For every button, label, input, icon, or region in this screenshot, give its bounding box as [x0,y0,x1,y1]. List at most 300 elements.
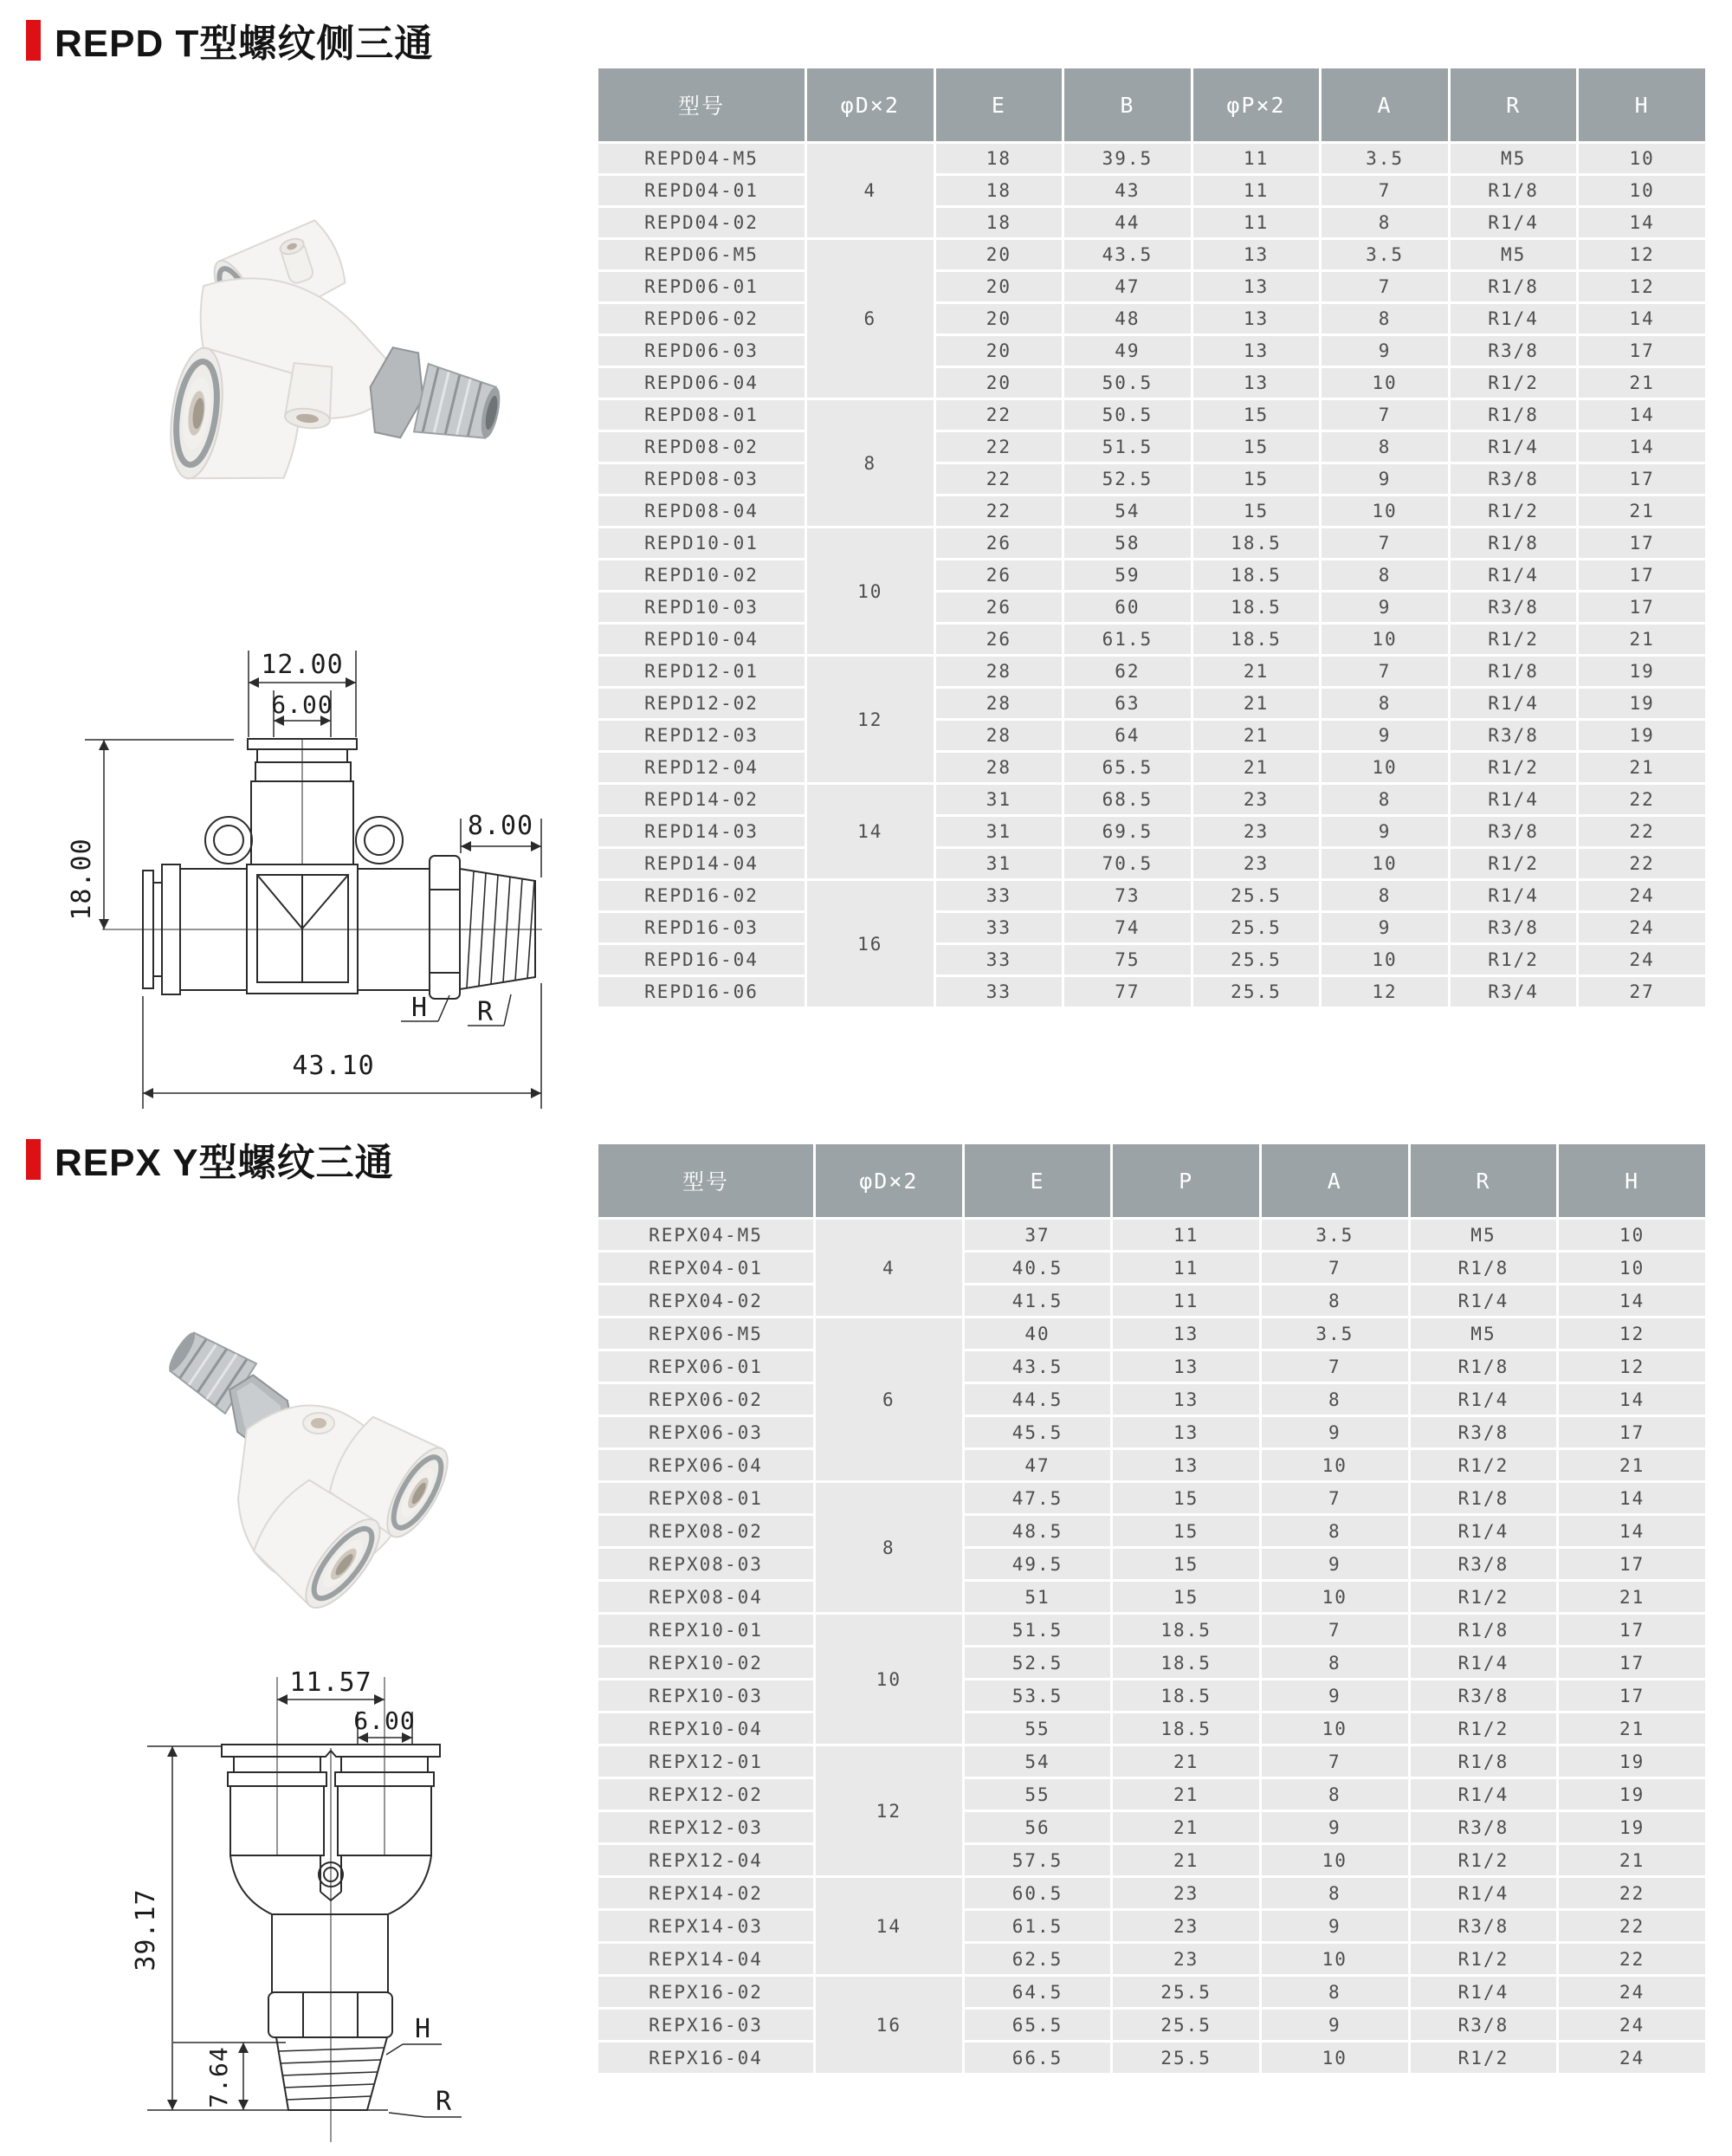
data-cell: 9 [1322,464,1448,494]
table-row [598,2010,1705,2040]
table-row [598,913,1705,942]
data-cell: 50.5 [1064,400,1191,430]
data-cell: R1/4 [1411,1977,1557,2007]
table-row [598,240,1705,269]
data-cell: 47 [965,1450,1111,1480]
data-cell: 28 [936,753,1063,782]
data-cell: R1/2 [1411,2043,1557,2073]
data-cell: 9 [1322,721,1448,750]
data-cell: R1/8 [1451,400,1577,430]
data-cell: 24 [1579,945,1705,974]
model-cell: REPX10-03 [598,1680,813,1711]
data-cell: 24 [1579,881,1705,910]
table-row [598,1911,1705,1941]
data-cell: 18.5 [1113,1648,1259,1678]
table-row [598,977,1705,1007]
data-cell: 15 [1113,1483,1259,1513]
model-cell: REPD08-04 [598,496,805,526]
data-cell: R1/8 [1451,176,1577,205]
model-cell: REPX14-02 [598,1878,813,1908]
data-cell: 13 [1113,1417,1259,1447]
data-cell: 21 [1193,721,1320,750]
data-cell: 25.5 [1113,2043,1259,2073]
data-cell: 18.5 [1113,1680,1259,1711]
data-cell: 43.5 [965,1351,1111,1382]
data-cell: R1/4 [1411,1878,1557,1908]
model-cell: REPX06-02 [598,1384,813,1415]
data-cell: 10 [1322,945,1448,974]
data-cell: 75 [1064,945,1191,974]
data-cell: R1/2 [1411,1845,1557,1875]
column-header: E [965,1144,1111,1217]
data-cell: 11 [1193,144,1320,173]
model-cell: REPD08-01 [598,400,805,430]
data-cell: R1/2 [1451,368,1577,398]
data-cell: 24 [1559,1977,1705,2007]
data-cell: 13 [1193,272,1320,301]
data-cell: 23 [1113,1911,1259,1941]
tube-size-cell: 8 [807,400,934,526]
header-row [598,1144,1705,1217]
model-cell: REPD06-01 [598,272,805,301]
data-cell: 22 [936,496,1063,526]
data-cell: R1/2 [1411,1450,1557,1480]
data-cell: 17 [1579,560,1705,590]
table-row [598,272,1705,301]
data-cell: 64 [1064,721,1191,750]
data-cell: 12 [1579,240,1705,269]
data-cell: R1/4 [1411,1516,1557,1546]
data-cell: 10 [1262,1845,1408,1875]
model-cell: REPD16-06 [598,977,805,1007]
data-cell: 48 [1064,304,1191,333]
column-header: H [1579,68,1705,141]
model-cell: REPD04-01 [598,176,805,205]
model-cell: REPX06-M5 [598,1318,813,1349]
data-cell: 13 [1113,1318,1259,1349]
model-cell: REPX08-02 [598,1516,813,1546]
model-cell: REPD06-04 [598,368,805,398]
model-cell: REPD14-03 [598,817,805,846]
data-cell: 44 [1064,208,1191,237]
table-row [598,1878,1705,1908]
model-cell: REPD10-04 [598,625,805,654]
data-cell: 7 [1262,1746,1408,1777]
data-cell: 13 [1193,304,1320,333]
dim-bottom-left: 7.64 [204,2046,233,2108]
data-cell: 22 [1559,1911,1705,1941]
spec-table [596,66,1708,1009]
data-cell: 18.5 [1193,560,1320,590]
data-cell: 14 [1559,1384,1705,1415]
data-cell: 24 [1579,913,1705,942]
table-row [598,1582,1705,1612]
data-cell: 43 [1064,176,1191,205]
table-row [598,1253,1705,1283]
model-cell: REPX06-04 [598,1450,813,1480]
data-cell: 47.5 [965,1483,1111,1513]
data-cell: 7 [1262,1483,1408,1513]
data-cell: 10 [1559,1220,1705,1250]
data-cell: 10 [1579,144,1705,173]
data-cell: 33 [936,913,1063,942]
table-row [598,1746,1705,1777]
tube-size-cell: 8 [816,1483,962,1612]
data-cell: R1/4 [1451,208,1577,237]
data-cell: 33 [936,977,1063,1007]
column-header: A [1322,68,1448,141]
data-cell: 40 [965,1318,1111,1349]
data-cell: R1/2 [1451,849,1577,878]
table-row [598,1812,1705,1842]
model-cell: REPD14-02 [598,785,805,814]
data-cell: 10 [1262,1582,1408,1612]
data-cell: 70.5 [1064,849,1191,878]
data-cell: 26 [936,592,1063,622]
repx-product-photo [95,1278,511,1624]
section-title-text: REPD T型螺纹侧三通 [55,23,434,65]
data-cell: R1/4 [1451,785,1577,814]
data-cell: 13 [1113,1450,1259,1480]
data-cell: 7 [1322,528,1448,558]
data-cell: 50.5 [1064,368,1191,398]
table-row [598,1549,1705,1579]
data-cell: 23 [1193,817,1320,846]
data-cell: 3.5 [1322,144,1448,173]
model-cell: REPX16-03 [598,2010,813,2040]
data-cell: 10 [1579,176,1705,205]
thread-label: R [435,2087,452,2117]
table-row [598,144,1705,173]
dim-top: 11.57 [289,1670,372,1698]
table-row [598,1615,1705,1645]
data-cell: 19 [1579,689,1705,718]
data-cell: 15 [1193,400,1320,430]
table-row [598,945,1705,974]
tube-size-cell: 14 [807,785,934,878]
data-cell: R3/8 [1451,464,1577,494]
model-cell: REPD12-01 [598,657,805,686]
data-cell: R1/8 [1451,657,1577,686]
data-cell: 21 [1559,1582,1705,1612]
data-cell: 64.5 [965,1977,1111,2007]
table-row [598,1220,1705,1250]
tube-size-cell: 12 [807,657,934,782]
data-cell: 28 [936,721,1063,750]
data-cell: 41.5 [965,1285,1111,1316]
model-cell: REPD08-02 [598,432,805,462]
data-cell: R1/8 [1411,1253,1557,1283]
table-row [598,2043,1705,2073]
column-header: R [1451,68,1577,141]
table-row [598,400,1705,430]
model-cell: REPX04-02 [598,1285,813,1316]
table-row [598,753,1705,782]
data-cell: R1/8 [1411,1351,1557,1382]
table-row [598,1845,1705,1875]
model-cell: REPX06-03 [598,1417,813,1447]
data-cell: 51 [965,1582,1111,1612]
data-cell: 22 [1559,1878,1705,1908]
data-cell: 53.5 [965,1680,1111,1711]
data-cell: 10 [1322,496,1448,526]
data-cell: 20 [936,240,1063,269]
data-cell: 14 [1579,304,1705,333]
data-cell: 25.5 [1193,945,1320,974]
model-cell: REPX14-03 [598,1911,813,1941]
model-cell: REPD14-04 [598,849,805,878]
column-header: E [936,68,1063,141]
tube-size-cell: 10 [816,1615,962,1744]
model-cell: REPD06-02 [598,304,805,333]
column-header: H [1559,1144,1705,1217]
data-cell: 22 [936,400,1063,430]
data-cell: 9 [1322,336,1448,366]
data-cell: 22 [1579,785,1705,814]
table-row [598,1944,1705,1974]
data-cell: R1/4 [1451,560,1577,590]
data-cell: 51.5 [1064,432,1191,462]
model-cell: REPD10-02 [598,560,805,590]
data-cell: 14 [1579,400,1705,430]
table-row [598,528,1705,558]
data-cell: 13 [1113,1384,1259,1415]
model-cell: REPD12-04 [598,753,805,782]
column-header: P [1113,1144,1259,1217]
data-cell: 21 [1113,1845,1259,1875]
tube-size-cell: 4 [807,144,934,237]
data-cell: 10 [1322,368,1448,398]
data-cell: 21 [1579,368,1705,398]
data-cell: 33 [936,945,1063,974]
data-cell: 21 [1559,1450,1705,1480]
data-cell: 20 [936,304,1063,333]
data-cell: R3/8 [1411,2010,1557,2040]
data-cell: 45.5 [965,1417,1111,1447]
hex-label: H [414,2014,431,2044]
table-row [598,1318,1705,1349]
data-cell: 69.5 [1064,817,1191,846]
data-cell: 60 [1064,592,1191,622]
data-cell: 10 [1262,1450,1408,1480]
model-cell: REPD06-M5 [598,240,805,269]
data-cell: M5 [1451,240,1577,269]
data-cell: R3/8 [1451,336,1577,366]
tube-size-cell: 6 [807,240,934,398]
data-cell: 61.5 [965,1911,1111,1941]
column-header: 型号 [598,68,805,141]
data-cell: 43.5 [1064,240,1191,269]
data-cell: 61.5 [1064,625,1191,654]
data-cell: R1/4 [1411,1779,1557,1810]
repx-spec-table [596,1142,1708,2075]
data-cell: 21 [1193,753,1320,782]
data-cell: R3/4 [1451,977,1577,1007]
data-cell: R1/4 [1451,304,1577,333]
data-cell: 18.5 [1113,1713,1259,1744]
data-cell: 31 [936,849,1063,878]
dim-left: 18.00 [67,838,97,921]
data-cell: R1/8 [1411,1483,1557,1513]
model-cell: REPD16-03 [598,913,805,942]
data-cell: 11 [1193,176,1320,205]
table-row [598,1680,1705,1711]
data-cell: 19 [1559,1812,1705,1842]
data-cell: 52.5 [965,1648,1111,1678]
data-cell: 26 [936,625,1063,654]
data-cell: 25.5 [1113,1977,1259,2007]
repd-product-photo [91,186,524,524]
table-row [598,1713,1705,1744]
data-cell: 14 [1579,432,1705,462]
table-row [598,625,1705,654]
data-cell: R1/2 [1411,1713,1557,1744]
data-cell: R3/8 [1411,1680,1557,1711]
data-cell: 21 [1113,1812,1259,1842]
model-cell: REPD04-M5 [598,144,805,173]
data-cell: 18.5 [1193,592,1320,622]
data-cell: 65.5 [965,2010,1111,2040]
data-cell: 9 [1262,1812,1408,1842]
dim-top-inner: 6.00 [353,1706,416,1735]
data-cell: 65.5 [1064,753,1191,782]
data-cell: 66.5 [965,2043,1111,2073]
model-cell: REPX08-03 [598,1549,813,1579]
data-cell: 7 [1322,657,1448,686]
table-row [598,336,1705,366]
table-row [598,849,1705,878]
data-cell: M5 [1411,1220,1557,1250]
data-cell: 26 [936,528,1063,558]
data-cell: 11 [1113,1253,1259,1283]
table-row [598,817,1705,846]
model-cell: REPX10-04 [598,1713,813,1744]
hex-label: H [410,993,428,1023]
data-cell: 63 [1064,689,1191,718]
thread-label: R [476,997,494,1027]
tube-size-cell: 16 [807,881,934,1007]
data-cell: 9 [1322,817,1448,846]
data-cell: 9 [1322,592,1448,622]
data-cell: 28 [936,657,1063,686]
data-cell: 55 [965,1713,1111,1744]
data-cell: 18.5 [1193,625,1320,654]
data-cell: R1/4 [1411,1285,1557,1316]
data-cell: 37 [965,1220,1111,1250]
data-cell: 33 [936,881,1063,910]
data-cell: 7 [1262,1253,1408,1283]
data-cell: 10 [1322,753,1448,782]
model-cell: REPX10-01 [598,1615,813,1645]
data-cell: 73 [1064,881,1191,910]
data-cell: 13 [1113,1351,1259,1382]
data-cell: 24 [1559,2010,1705,2040]
data-cell: 8 [1262,1516,1408,1546]
data-cell: 10 [1559,1253,1705,1283]
data-cell: 9 [1262,2010,1408,2040]
data-cell: 18 [936,176,1063,205]
column-header: φD×2 [807,68,934,141]
data-cell: 22 [1579,817,1705,846]
data-cell: 51.5 [965,1615,1111,1645]
data-cell: 21 [1113,1779,1259,1810]
data-cell: 15 [1113,1549,1259,1579]
table-row [598,176,1705,205]
data-cell: 19 [1559,1746,1705,1777]
model-cell: REPD08-03 [598,464,805,494]
data-cell: 49.5 [965,1549,1111,1579]
data-cell: 17 [1559,1549,1705,1579]
data-cell: R3/8 [1411,1812,1557,1842]
data-cell: 15 [1193,432,1320,462]
data-cell: 7 [1322,400,1448,430]
table-row [598,1285,1705,1316]
tube-size-cell: 10 [807,528,934,654]
data-cell: 24 [1559,2043,1705,2073]
data-cell: 74 [1064,913,1191,942]
data-cell: 8 [1262,1648,1408,1678]
red-accent-bar [26,1139,41,1180]
data-cell: 18.5 [1193,528,1320,558]
data-cell: 23 [1193,849,1320,878]
repd-spec-table [596,66,1708,1009]
data-cell: 10 [1262,1944,1408,1974]
model-cell: REPX16-02 [598,1977,813,2007]
table-row [598,592,1705,622]
data-cell: 25.5 [1193,913,1320,942]
data-cell: 60.5 [965,1878,1111,1908]
dim-left: 39.17 [131,1888,161,1971]
dim-top: 12.00 [261,650,344,680]
table-row [598,208,1705,237]
data-cell: R1/4 [1411,1648,1557,1678]
data-cell: R3/8 [1451,913,1577,942]
column-header: φD×2 [816,1144,962,1217]
data-cell: R3/8 [1411,1549,1557,1579]
table-row [598,1977,1705,2007]
model-cell: REPX04-01 [598,1253,813,1283]
table-row [598,785,1705,814]
data-cell: 22 [936,464,1063,494]
data-cell: 14 [1559,1516,1705,1546]
data-cell: 9 [1262,1549,1408,1579]
data-cell: 54 [965,1746,1111,1777]
tube-size-cell: 4 [816,1220,962,1316]
data-cell: R1/2 [1451,753,1577,782]
data-cell: M5 [1451,144,1577,173]
model-cell: REPD10-01 [598,528,805,558]
tube-size-cell: 16 [816,1977,962,2073]
data-cell: 22 [1579,849,1705,878]
model-cell: REPD10-03 [598,592,805,622]
data-cell: M5 [1411,1318,1557,1349]
data-cell: 7 [1322,176,1448,205]
table-row [598,881,1705,910]
data-cell: 10 [1322,849,1448,878]
data-cell: R1/8 [1411,1746,1557,1777]
data-cell: 54 [1064,496,1191,526]
data-cell: 17 [1579,464,1705,494]
data-cell: R3/8 [1451,817,1577,846]
data-cell: 48.5 [965,1516,1111,1546]
data-cell: 9 [1322,913,1448,942]
repd-technical-drawing [61,637,589,1117]
model-cell: REPX08-04 [598,1582,813,1612]
data-cell: 19 [1579,721,1705,750]
data-cell: 19 [1579,657,1705,686]
data-cell: 21 [1113,1746,1259,1777]
table-row [598,1384,1705,1415]
